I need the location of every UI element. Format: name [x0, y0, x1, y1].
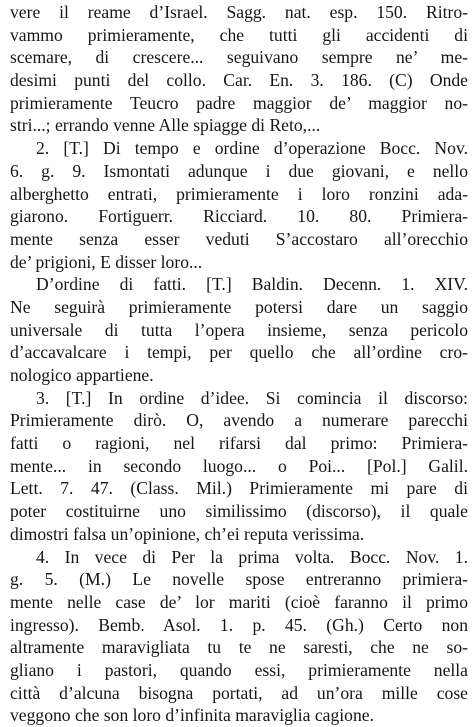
text-line: mente nelle case de’ lor mariti (cioè faranno il primo [10, 591, 468, 612]
text-line: mente senza esser veduti S’accostaro all’orecchio [10, 228, 468, 249]
text-line: veggono che son loro d’infinita maraviglia cagione. [10, 705, 374, 726]
text-line: scemare, di crescere... seguivano sempre ne’ me- [10, 47, 468, 68]
entry-heading-line: 4. In vece di Per la prima volta. Bocc. Nov. 1. [36, 546, 468, 567]
text-line: universale di tutta l’opera insieme, senza pericolo [10, 319, 468, 340]
text-line: Primieramente dirò. O, avendo a numerare parecchi [10, 410, 468, 431]
text-line: gliano i pastori, quando essi, primieramente nella [10, 659, 468, 680]
dictionary-page-text [10, 1, 468, 727]
text-line: altramente maravigliata tu te ne saresti, che ne so- [10, 637, 468, 658]
text-line: primieramente Teucro padre maggior de’ maggior no- [10, 92, 468, 113]
entry-heading-line: D’ordine di fatti. [T.] Baldin. Decenn. 1. XIV. [36, 274, 468, 295]
text-line: nologico appartiene. [10, 365, 154, 385]
text-line: mente... in secondo luogo... o Poi... [Pol.] Galil. [10, 455, 468, 476]
text-line: Lett. 7. 47. (Class. Mil.) Primieramente mi pare di [10, 478, 468, 499]
text-line: dimostri falsa un’opinione, ch’ei reputa verissima. [10, 523, 365, 544]
text-line: d’accavalcare i tempi, per quello che all’ordine cro- [10, 342, 468, 363]
text-line: Ne seguirà primieramente potersi dare un saggio [10, 296, 468, 317]
text-line: fatti o ragioni, nel rifarsi dal primo: Primiera- [10, 433, 468, 454]
text-line: città d’alcuna bisogna portati, ad un’ora mille cose [10, 682, 468, 703]
text-line: de’ prigioni, E disser loro... [10, 251, 203, 272]
text-line: desimi punti del collo. Car. En. 3. 186. (C) Onde [10, 70, 468, 91]
text-line: poter costituirne uno similissimo (discorso), il quale [10, 501, 468, 522]
entry-heading-line: 3. [T.] In ordine d’idee. Si comincia il discorso: [36, 387, 468, 408]
text-line: vammo primieramente, che tutti gli accidenti di [10, 24, 468, 45]
text-line: 6. g. 9. Ismontati adunque i due giovani, e nello [10, 160, 468, 181]
entry-heading-line: 2. [T.] Di tempo e ordine d’operazione Bocc. Nov. [36, 138, 468, 159]
text-line: alberghetto entrati, primieramente i loro ronzini ada- [10, 183, 468, 204]
text-line: giarono. Fortiguerr. Ricciard. 10. 80. Primiera- [10, 206, 468, 227]
text-line: stri...; errando venne Alle spiagge di Reto,... [10, 115, 321, 136]
text-line: ingresso). Bemb. Asol. 1. p. 45. (Gh.) Certo non [10, 614, 468, 635]
text-line: g. 5. (M.) Le novelle spose entreranno primiera- [10, 569, 468, 590]
text-line: vere il reame d’Israel. Sagg. nat. esp. 150. Ritro- [10, 2, 468, 22]
